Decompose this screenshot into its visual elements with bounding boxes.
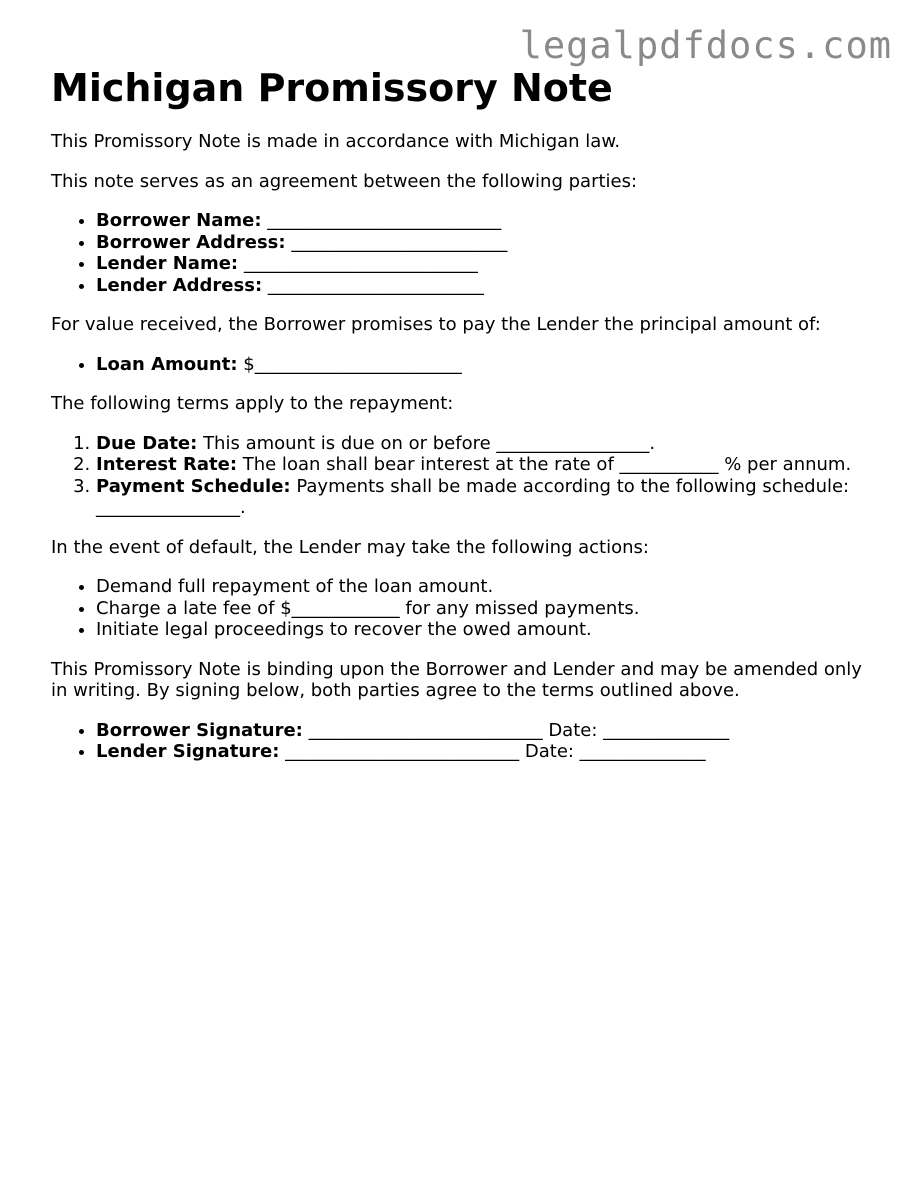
interest-rate-text: The loan shall bear interest at the rate of ___________ % per annum.: [237, 454, 852, 475]
lender-address-blank: ________________________: [262, 274, 484, 296]
terms-list: [51, 433, 871, 519]
watermark: legalpdfdocs.com: [519, 24, 892, 67]
document-body: [51, 66, 871, 763]
borrower-address-blank: ________________________: [285, 231, 508, 253]
default-actions-list: [51, 576, 871, 641]
due-date-label: Due Date:: [96, 432, 198, 454]
payment-schedule-label: Payment Schedule:: [96, 475, 291, 497]
parties-list: [51, 210, 871, 296]
document-title: Michigan Promissory Note: [51, 66, 613, 110]
borrower-name-blank: __________________________: [261, 210, 502, 231]
list-item-loan-amount: [96, 354, 871, 376]
borrower-name-label: Borrower Name:: [96, 210, 262, 231]
lender-address-label: Lender Address:: [96, 274, 263, 296]
list-item-lender-address: [96, 275, 871, 297]
lender-name-blank: __________________________: [238, 253, 478, 274]
borrower-signature-label: Borrower Signature:: [96, 719, 303, 741]
list-item-payment-schedule: [96, 476, 871, 519]
lender-name-label: Lender Name:: [96, 253, 239, 274]
list-item-late-fee: • Charge a late fee of $____________ for any missed payments.: [96, 598, 871, 620]
interest-rate-label: Interest Rate:: [96, 454, 238, 475]
terms-intro-paragraph: The following terms apply to the repayment:: [51, 393, 454, 414]
list-item-interest-rate: [96, 454, 871, 476]
list-item-legal-proceedings: • Initiate legal proceedings to recover the owed amount.: [96, 619, 871, 641]
loan-amount-blank: $_______________________: [237, 353, 462, 375]
intro-law-paragraph: This Promissory Note is made in accordance with Michigan law.: [51, 131, 621, 152]
due-date-text: This amount is due on or before _________________.: [197, 432, 656, 454]
payment-schedule-text: Payments shall be made according to the following schedule: ________________.: [96, 475, 850, 518]
list-item-lender-signature: [96, 741, 871, 763]
intro-parties-paragraph: This note serves as an agreement between the following parties:: [51, 170, 638, 192]
default-intro-paragraph: In the event of default, the Lender may take the following actions:: [51, 536, 649, 558]
list-item-borrower-name: [96, 210, 871, 232]
list-item-due-date: [96, 433, 871, 455]
lender-signature-label: Lender Signature:: [96, 741, 280, 762]
signatures-list: [51, 720, 871, 763]
list-item-borrower-signature: [96, 720, 871, 742]
list-item-lender-name: [96, 253, 871, 275]
list-item-borrower-address: [96, 232, 871, 254]
lender-signature-blank: __________________________ Date: ______________: [279, 741, 706, 762]
borrower-address-label: Borrower Address:: [96, 231, 286, 253]
loan-list: [51, 354, 871, 376]
list-item-demand-repayment: • Demand full repayment of the loan amount.: [96, 576, 871, 598]
borrower-signature-blank: __________________________ Date: ______________: [302, 719, 730, 741]
binding-paragraph: This Promissory Note is binding upon the Borrower and Lender and may be amended only in writing. By signing below, both parties agree to the terms outlined above.: [51, 658, 862, 701]
principal-intro-paragraph: For value received, the Borrower promises to pay the Lender the principal amount of:: [51, 314, 821, 335]
loan-amount-label: Loan Amount:: [96, 353, 238, 375]
